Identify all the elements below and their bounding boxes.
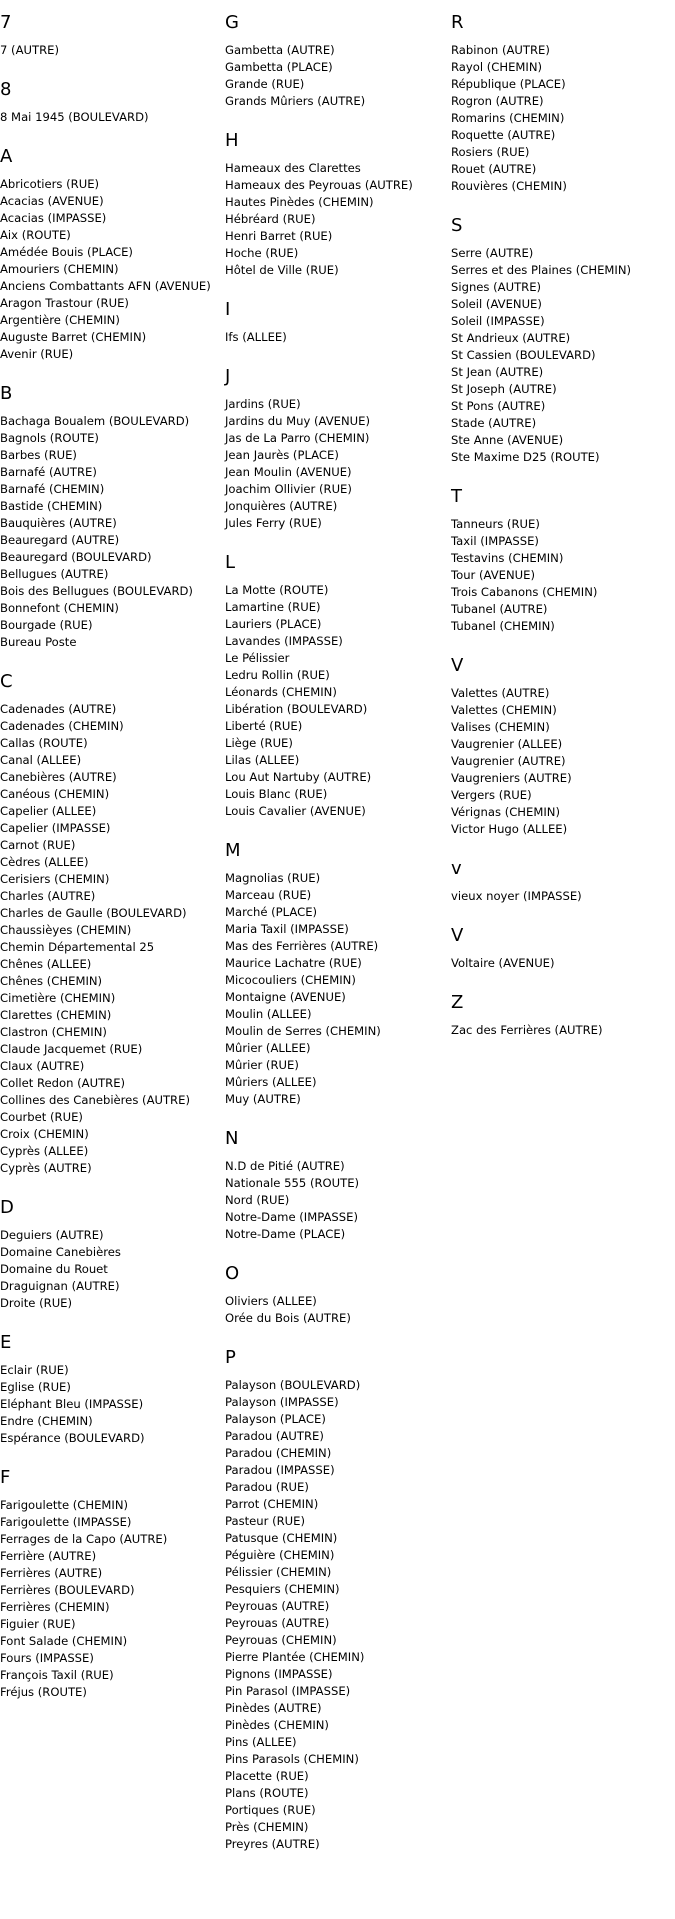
street-link[interactable]: Farigoulette (IMPASSE)	[0, 1515, 132, 1529]
street-link[interactable]: Rouvières (CHEMIN)	[451, 179, 567, 193]
street-link[interactable]: Ferrière (AUTRE)	[0, 1549, 97, 1563]
street-link[interactable]: Chênes (ALLEE)	[0, 957, 92, 971]
section-letter-heading: N	[225, 1128, 239, 1149]
street-link[interactable]: Hameaux des Clarettes	[225, 161, 361, 175]
street-index-column-3	[451, 0, 671, 1059]
street-link[interactable]: Pinèdes (CHEMIN)	[225, 1718, 329, 1732]
letter-section	[451, 486, 671, 635]
street-list	[225, 160, 445, 279]
street-link[interactable]: Rouet (AUTRE)	[451, 162, 537, 176]
letter-section	[0, 79, 220, 126]
street-link[interactable]: Grande (RUE)	[225, 77, 305, 91]
street-link[interactable]: Nord (RUE)	[225, 1193, 290, 1207]
street-link[interactable]: Pélissier (CHEMIN)	[225, 1565, 332, 1579]
street-link[interactable]: vieux noyer (IMPASSE)	[451, 889, 582, 903]
street-link[interactable]: Fours (IMPASSE)	[0, 1651, 94, 1665]
street-link[interactable]: Peyrouas (CHEMIN)	[225, 1633, 337, 1647]
street-link[interactable]: Hameaux des Peyrouas (AUTRE)	[225, 178, 413, 192]
street-link[interactable]: Eclair (RUE)	[0, 1363, 69, 1377]
street-link[interactable]: Capelier (ALLEE)	[0, 804, 97, 818]
letter-section	[225, 552, 445, 820]
street-link[interactable]: Lauriers (PLACE)	[225, 617, 322, 631]
letter-section	[0, 383, 220, 651]
street-list	[225, 870, 445, 1108]
street-link[interactable]: Vaugrenier (AUTRE)	[451, 754, 566, 768]
street-link[interactable]: Soleil (IMPASSE)	[451, 314, 545, 328]
street-link[interactable]: Aragon Trastour (RUE)	[0, 296, 129, 310]
street-link[interactable]: Eléphant Bleu (IMPASSE)	[0, 1397, 144, 1411]
street-link[interactable]: Lavandes (IMPASSE)	[225, 634, 343, 648]
letter-section	[451, 992, 671, 1039]
street-list	[225, 1293, 445, 1327]
street-link[interactable]: Paradou (RUE)	[225, 1480, 309, 1494]
street-link[interactable]: Moulin (ALLEE)	[225, 1007, 312, 1021]
street-link[interactable]: Serre (AUTRE)	[451, 246, 534, 260]
street-link[interactable]: Joachim Ollivier (RUE)	[225, 482, 352, 496]
street-link[interactable]: Beauregard (AUTRE)	[0, 533, 120, 547]
street-link[interactable]: Pinèdes (AUTRE)	[225, 1701, 322, 1715]
street-link[interactable]: Pierre Plantée (CHEMIN)	[225, 1650, 365, 1664]
street-link[interactable]: Marché (PLACE)	[225, 905, 318, 919]
street-link[interactable]: Paradou (CHEMIN)	[225, 1446, 332, 1460]
street-list	[0, 1497, 220, 1701]
street-link[interactable]: République (PLACE)	[451, 77, 566, 91]
street-link[interactable]: Ifs (ALLEE)	[225, 330, 287, 344]
street-link[interactable]: Le Pélissier	[225, 651, 290, 665]
street-link[interactable]: Ferrages de la Capo (AUTRE)	[0, 1532, 168, 1546]
street-link[interactable]: Mûriers (ALLEE)	[225, 1075, 317, 1089]
street-link[interactable]: Liège (RUE)	[225, 736, 293, 750]
street-link[interactable]: Acacias (IMPASSE)	[0, 211, 107, 225]
street-link[interactable]: François Taxil (RUE)	[0, 1668, 114, 1682]
street-link[interactable]: Ledru Rollin (RUE)	[225, 668, 330, 682]
street-link[interactable]: Marceau (RUE)	[225, 888, 312, 902]
section-letter-heading: M	[225, 840, 241, 861]
street-link[interactable]: Pignons (IMPASSE)	[225, 1667, 333, 1681]
street-link[interactable]: Valises (CHEMIN)	[451, 720, 550, 734]
section-letter-heading: 7	[0, 12, 12, 33]
street-link[interactable]: Amouriers (CHEMIN)	[0, 262, 119, 276]
street-link[interactable]: Deguiers (AUTRE)	[0, 1228, 104, 1242]
street-link[interactable]: Tubanel (CHEMIN)	[451, 619, 555, 633]
street-link[interactable]: Bachaga Boualem (BOULEVARD)	[0, 414, 190, 428]
street-link[interactable]: Bagnols (ROUTE)	[0, 431, 99, 445]
street-link[interactable]: Croix (CHEMIN)	[0, 1127, 89, 1141]
street-link[interactable]: Notre-Dame (PLACE)	[225, 1227, 346, 1241]
street-link[interactable]: Pins Parasols (CHEMIN)	[225, 1752, 359, 1766]
section-letter-heading: S	[451, 215, 463, 236]
street-link[interactable]: Rogron (AUTRE)	[451, 94, 544, 108]
street-link[interactable]: Gambetta (AUTRE)	[225, 43, 335, 57]
street-link[interactable]: Cadenades (AUTRE)	[0, 702, 117, 716]
street-link[interactable]: Ferrières (BOULEVARD)	[0, 1583, 135, 1597]
street-list	[451, 42, 671, 195]
letter-section	[0, 671, 220, 1177]
street-link[interactable]: Clarettes (CHEMIN)	[0, 1008, 112, 1022]
street-list	[451, 888, 671, 905]
street-link[interactable]: Chênes (CHEMIN)	[0, 974, 103, 988]
street-link[interactable]: Jas de La Parro (CHEMIN)	[225, 431, 370, 445]
street-link[interactable]: Canebières (AUTRE)	[0, 770, 117, 784]
street-link[interactable]: Magnolias (RUE)	[225, 871, 321, 885]
section-letter-heading: v	[451, 858, 462, 879]
street-link[interactable]: Vaugrenier (ALLEE)	[451, 737, 563, 751]
street-link[interactable]: Acacias (AVENUE)	[0, 194, 104, 208]
street-link[interactable]: Parrot (CHEMIN)	[225, 1497, 319, 1511]
street-link[interactable]: Soleil (AVENUE)	[451, 297, 542, 311]
letter-section	[0, 1197, 220, 1312]
street-link[interactable]: Signes (AUTRE)	[451, 280, 542, 294]
street-list	[451, 955, 671, 972]
street-list	[451, 1022, 671, 1039]
section-letter-heading: F	[0, 1467, 11, 1488]
section-letter-heading: I	[225, 299, 231, 320]
street-link[interactable]: Font Salade (CHEMIN)	[0, 1634, 128, 1648]
street-link[interactable]: Cimetière (CHEMIN)	[0, 991, 116, 1005]
street-link[interactable]: Amédée Bouis (PLACE)	[0, 245, 133, 259]
street-link[interactable]: Cèdres (ALLEE)	[0, 855, 89, 869]
street-link[interactable]: Pesquiers (CHEMIN)	[225, 1582, 340, 1596]
street-link[interactable]: Taxil (IMPASSE)	[451, 534, 539, 548]
section-letter-heading: P	[225, 1347, 236, 1368]
street-link[interactable]: 7 (AUTRE)	[0, 43, 59, 57]
street-link[interactable]: Romarins (CHEMIN)	[451, 111, 565, 125]
street-link[interactable]: Pin Parasol (IMPASSE)	[225, 1684, 351, 1698]
street-link[interactable]: Roquette (AUTRE)	[451, 128, 556, 142]
section-letter-heading: L	[225, 552, 236, 573]
street-link[interactable]: Barnafé (AUTRE)	[0, 465, 97, 479]
street-link[interactable]: Abricotiers (RUE)	[0, 177, 100, 191]
street-link[interactable]: Maurice Lachatre (RUE)	[225, 956, 362, 970]
street-link[interactable]: Serres et des Plaines (CHEMIN)	[451, 263, 632, 277]
section-letter-heading: G	[225, 12, 239, 33]
street-link[interactable]: Ferrières (AUTRE)	[0, 1566, 103, 1580]
street-link[interactable]: Gambetta (PLACE)	[225, 60, 333, 74]
street-link[interactable]: 8 Mai 1945 (BOULEVARD)	[0, 110, 149, 124]
street-link[interactable]: Figuier (RUE)	[0, 1617, 76, 1631]
street-link[interactable]: Avenir (RUE)	[0, 347, 74, 361]
street-link[interactable]: Placette (RUE)	[225, 1769, 309, 1783]
letter-section	[451, 858, 671, 905]
street-link[interactable]: Lilas (ALLEE)	[225, 753, 300, 767]
section-letter-heading: A	[0, 146, 13, 167]
street-link[interactable]: Pasteur (RUE)	[225, 1514, 306, 1528]
street-link[interactable]: Claude Jacquemet (RUE)	[0, 1042, 143, 1056]
street-link[interactable]: Pins (ALLEE)	[225, 1735, 297, 1749]
street-link[interactable]: Valettes (CHEMIN)	[451, 703, 557, 717]
street-link[interactable]: N.D de Pitié (AUTRE)	[225, 1159, 345, 1173]
street-link[interactable]: Draguignan (AUTRE)	[0, 1279, 120, 1293]
street-link[interactable]: Hôtel de Ville (RUE)	[225, 263, 339, 277]
letter-section	[0, 1467, 220, 1701]
letter-section	[451, 215, 671, 466]
street-link[interactable]: Vaugreniers (AUTRE)	[451, 771, 572, 785]
street-link[interactable]: Zac des Ferrières (AUTRE)	[451, 1023, 603, 1037]
street-link[interactable]: Vergers (RUE)	[451, 788, 532, 802]
street-link[interactable]: Droite (RUE)	[0, 1296, 73, 1310]
street-link[interactable]: Jules Ferry (RUE)	[225, 516, 322, 530]
letter-section	[0, 12, 220, 59]
section-letter-heading: T	[451, 486, 462, 507]
street-link[interactable]: Péguière (CHEMIN)	[225, 1548, 335, 1562]
street-link[interactable]: Barnafé (CHEMIN)	[0, 482, 105, 496]
street-link[interactable]: Trois Cabanons (CHEMIN)	[451, 585, 598, 599]
street-link[interactable]: Canal (ALLEE)	[0, 753, 82, 767]
street-link[interactable]: La Motte (ROUTE)	[225, 583, 329, 597]
street-link[interactable]: Hébréard (RUE)	[225, 212, 316, 226]
street-link[interactable]: Jardins du Muy (AVENUE)	[225, 414, 371, 428]
section-letter-heading: C	[0, 671, 13, 692]
street-link[interactable]: Capelier (IMPASSE)	[0, 821, 111, 835]
street-link[interactable]: St Cassien (BOULEVARD)	[451, 348, 596, 362]
street-link[interactable]: Rayol (CHEMIN)	[451, 60, 543, 74]
street-list	[0, 1227, 220, 1312]
street-link[interactable]: Domaine Canebières	[0, 1245, 121, 1259]
section-letter-heading: O	[225, 1263, 240, 1284]
section-letter-heading: H	[225, 130, 239, 151]
street-link[interactable]: Ferrières (CHEMIN)	[0, 1600, 110, 1614]
street-link[interactable]: Rosiers (RUE)	[451, 145, 530, 159]
street-list	[225, 42, 445, 110]
street-link[interactable]: Portiques (RUE)	[225, 1803, 316, 1817]
street-index-column-1	[0, 0, 220, 1721]
letter-section	[225, 130, 445, 279]
street-index-column-2	[225, 0, 445, 1873]
street-link[interactable]: Peyrouas (AUTRE)	[225, 1599, 330, 1613]
street-link[interactable]: Micocouliers (CHEMIN)	[225, 973, 356, 987]
street-link[interactable]: Mûrier (RUE)	[225, 1058, 299, 1072]
street-link[interactable]: Lamartine (RUE)	[225, 600, 321, 614]
street-link[interactable]: Collet Redon (AUTRE)	[0, 1076, 126, 1090]
street-link[interactable]: Cadenades (CHEMIN)	[0, 719, 124, 733]
street-link[interactable]: Anciens Combattants AFN (AVENUE)	[0, 279, 211, 293]
street-link[interactable]: Tour (AVENUE)	[451, 568, 535, 582]
street-link[interactable]: St Pons (AUTRE)	[451, 399, 546, 413]
letter-section	[225, 299, 445, 346]
street-link[interactable]: Louis Blanc (RUE)	[225, 787, 328, 801]
street-list	[451, 516, 671, 635]
street-link[interactable]: Plans (ROUTE)	[225, 1786, 309, 1800]
street-link[interactable]: Aix (ROUTE)	[0, 228, 71, 242]
street-link[interactable]: Testavins (CHEMIN)	[451, 551, 564, 565]
street-link[interactable]: Tanneurs (RUE)	[451, 517, 540, 531]
street-link[interactable]: Charles de Gaulle (BOULEVARD)	[0, 906, 187, 920]
street-link[interactable]: Preyres (AUTRE)	[225, 1837, 320, 1851]
letter-section	[225, 1263, 445, 1327]
street-link[interactable]: Grands Mûriers (AUTRE)	[225, 94, 366, 108]
street-link[interactable]: Bureau Poste	[0, 635, 77, 649]
street-link[interactable]: Henri Barret (RUE)	[225, 229, 333, 243]
street-link[interactable]: Auguste Barret (CHEMIN)	[0, 330, 147, 344]
street-list	[0, 1362, 220, 1447]
street-link[interactable]: Victor Hugo (ALLEE)	[451, 822, 568, 836]
street-link[interactable]: Canéous (CHEMIN)	[0, 787, 110, 801]
street-link[interactable]: Mûrier (ALLEE)	[225, 1041, 311, 1055]
street-link[interactable]: Patusque (CHEMIN)	[225, 1531, 338, 1545]
letter-section	[225, 1128, 445, 1243]
street-link[interactable]: Hoche (RUE)	[225, 246, 299, 260]
letter-section	[0, 146, 220, 363]
street-link[interactable]: Chaussièyes (CHEMIN)	[0, 923, 132, 937]
letter-section	[451, 12, 671, 195]
street-link[interactable]: Beauregard (BOULEVARD)	[0, 550, 152, 564]
street-link[interactable]: Cerisiers (CHEMIN)	[0, 872, 110, 886]
street-link[interactable]: Bonnefont (CHEMIN)	[0, 601, 119, 615]
street-link[interactable]: Voltaire (AVENUE)	[451, 956, 555, 970]
street-link[interactable]: Liberté (RUE)	[225, 719, 303, 733]
street-link[interactable]: Muy (AUTRE)	[225, 1092, 301, 1106]
street-link[interactable]: Claux (AUTRE)	[0, 1059, 85, 1073]
street-link[interactable]: Cyprès (ALLEE)	[0, 1144, 89, 1158]
letter-section	[451, 925, 671, 972]
street-link[interactable]: Jardins (RUE)	[225, 397, 301, 411]
street-link[interactable]: Ste Maxime D25 (ROUTE)	[451, 450, 600, 464]
street-link[interactable]: Clastron (CHEMIN)	[0, 1025, 107, 1039]
street-link[interactable]: Notre-Dame (IMPASSE)	[225, 1210, 358, 1224]
street-link[interactable]: Callas (ROUTE)	[0, 736, 88, 750]
street-link[interactable]: Jean Moulin (AVENUE)	[225, 465, 352, 479]
street-link[interactable]: Bourgade (RUE)	[0, 618, 93, 632]
street-link[interactable]: Endre (CHEMIN)	[0, 1414, 93, 1428]
street-list	[0, 701, 220, 1177]
street-list	[225, 582, 445, 820]
letter-section	[225, 1347, 445, 1853]
street-list	[0, 42, 220, 59]
street-list	[0, 109, 220, 126]
street-list	[225, 329, 445, 346]
street-link[interactable]: Stade (AUTRE)	[451, 416, 537, 430]
street-link[interactable]: St Joseph (AUTRE)	[451, 382, 557, 396]
street-link[interactable]: Louis Cavalier (AVENUE)	[225, 804, 366, 818]
section-letter-heading: 8	[0, 79, 12, 100]
section-letter-heading: V	[451, 925, 464, 946]
section-letter-heading: Z	[451, 992, 464, 1013]
street-link[interactable]: St Andrieux (AUTRE)	[451, 331, 571, 345]
section-letter-heading: B	[0, 383, 13, 404]
street-link[interactable]: Peyrouas (AUTRE)	[225, 1616, 330, 1630]
letter-section	[225, 12, 445, 110]
section-letter-heading: E	[0, 1332, 12, 1353]
street-link[interactable]: Fréjus (ROUTE)	[0, 1685, 87, 1699]
section-letter-heading: R	[451, 12, 464, 33]
street-link[interactable]: Oliviers (ALLEE)	[225, 1294, 317, 1308]
street-link[interactable]: Charles (AUTRE)	[0, 889, 96, 903]
street-link[interactable]: Jonquières (AUTRE)	[225, 499, 338, 513]
street-link[interactable]: Espérance (BOULEVARD)	[0, 1431, 145, 1445]
street-link[interactable]: Tubanel (AUTRE)	[451, 602, 548, 616]
street-list	[451, 685, 671, 838]
street-link[interactable]: Eglise (RUE)	[0, 1380, 71, 1394]
street-list	[0, 176, 220, 363]
street-link[interactable]: Palayson (BOULEVARD)	[225, 1378, 361, 1392]
street-link[interactable]: Lou Aut Nartuby (AUTRE)	[225, 770, 372, 784]
street-link[interactable]: Chemin Départemental 25	[0, 940, 155, 954]
street-link[interactable]: Farigoulette (CHEMIN)	[0, 1498, 129, 1512]
street-list	[225, 1158, 445, 1243]
street-link[interactable]: Bois des Bellugues (BOULEVARD)	[0, 584, 193, 598]
street-link[interactable]: Hautes Pinèdes (CHEMIN)	[225, 195, 374, 209]
street-link[interactable]: Paradou (IMPASSE)	[225, 1463, 335, 1477]
street-link[interactable]: Domaine du Rouet	[0, 1262, 108, 1276]
street-list	[0, 413, 220, 651]
section-letter-heading: D	[0, 1197, 14, 1218]
street-link[interactable]: Palayson (PLACE)	[225, 1412, 326, 1426]
street-link[interactable]: Nationale 555 (ROUTE)	[225, 1176, 360, 1190]
letter-section	[225, 366, 445, 532]
street-link[interactable]: Bellugues (AUTRE)	[0, 567, 109, 581]
street-link[interactable]: Palayson (IMPASSE)	[225, 1395, 339, 1409]
street-list	[225, 1377, 445, 1853]
street-link[interactable]: Libération (BOULEVARD)	[225, 702, 368, 716]
section-letter-heading: V	[451, 655, 464, 676]
street-link[interactable]: St Jean (AUTRE)	[451, 365, 544, 379]
street-link[interactable]: Mas des Ferrières (AUTRE)	[225, 939, 379, 953]
street-link[interactable]: Orée du Bois (AUTRE)	[225, 1311, 351, 1325]
letter-section	[451, 655, 671, 838]
street-link[interactable]: Ste Anne (AVENUE)	[451, 433, 564, 447]
letter-section	[225, 840, 445, 1108]
street-list	[451, 245, 671, 466]
street-link[interactable]: Jean Jaurès (PLACE)	[225, 448, 339, 462]
street-link[interactable]: Cyprès (AUTRE)	[0, 1161, 92, 1175]
street-link[interactable]: Vérignas (CHEMIN)	[451, 805, 560, 819]
street-link[interactable]: Argentière (CHEMIN)	[0, 313, 120, 327]
street-link[interactable]: Courbet (RUE)	[0, 1110, 83, 1124]
street-link[interactable]: Carnot (RUE)	[0, 838, 76, 852]
street-link[interactable]: Paradou (AUTRE)	[225, 1429, 324, 1443]
street-link[interactable]: Bastide (CHEMIN)	[0, 499, 103, 513]
section-letter-heading: J	[225, 366, 231, 387]
street-link[interactable]: Barbes (RUE)	[0, 448, 77, 462]
street-link[interactable]: Valettes (AUTRE)	[451, 686, 550, 700]
street-list	[225, 396, 445, 532]
letter-section	[0, 1332, 220, 1447]
street-link[interactable]: Rabinon (AUTRE)	[451, 43, 550, 57]
street-link[interactable]: Maria Taxil (IMPASSE)	[225, 922, 349, 936]
street-link[interactable]: Collines des Canebières (AUTRE)	[0, 1093, 190, 1107]
street-link[interactable]: Léonards (CHEMIN)	[225, 685, 337, 699]
street-link[interactable]: Près (CHEMIN)	[225, 1820, 309, 1834]
street-link[interactable]: Moulin de Serres (CHEMIN)	[225, 1024, 381, 1038]
street-link[interactable]: Montaigne (AVENUE)	[225, 990, 346, 1004]
street-link[interactable]: Bauquières (AUTRE)	[0, 516, 117, 530]
